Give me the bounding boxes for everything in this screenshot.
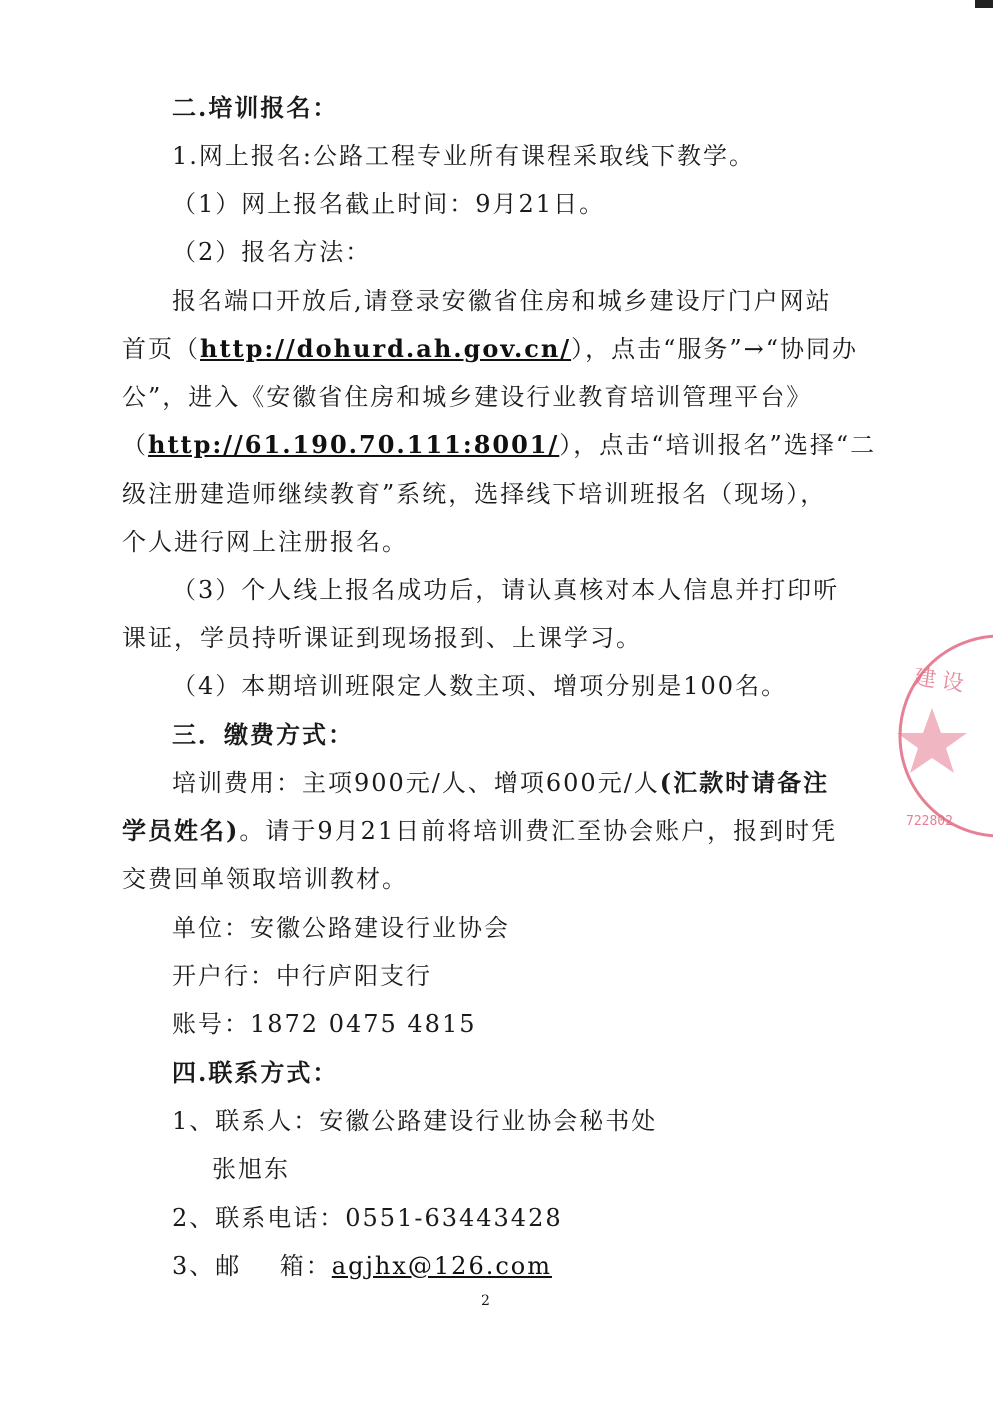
email-label: 3、邮 箱：: [172, 1252, 332, 1280]
verify-item-line-1: （3）个人线上报名成功后，请认真核对本人信息并打印听: [172, 576, 840, 604]
contact-person-name: 张旭东: [212, 1155, 290, 1183]
scan-edge-mark: [975, 0, 993, 8]
online-registration-item: 1.网上报名:公路工程专业所有课程采取线下教学。: [172, 142, 755, 170]
contact-phone: 2、联系电话：0551-63443428: [172, 1204, 563, 1232]
seal-graphic: [892, 628, 993, 843]
contact-person-line-1: 1、联系人：安徽公路建设行业协会秘书处: [172, 1107, 658, 1135]
method-text-click: ），点击“培训报名”选择“二: [559, 431, 877, 459]
remittance-note: (汇款时请备注: [659, 768, 830, 797]
page-number: 2: [481, 1293, 490, 1309]
dohurd-link[interactable]: http://dohurd.ah.gov.cn/: [200, 334, 572, 363]
method-text-line-3: 公”，进入《安徽省住房和城乡建设行业教育培训管理平台》: [122, 383, 813, 411]
section-heading-contact: 四.联系方式：: [172, 1058, 339, 1087]
verify-item-line-2: 课证，学员持听课证到现场报到、上课学习。: [122, 624, 642, 652]
seal-text-bottom: 722802: [906, 814, 953, 829]
method-text-line-2: [122, 334, 858, 364]
contact-email-line: [172, 1251, 552, 1281]
fee-amounts: 培训费用：主项900元/人、增项600元/人: [172, 769, 660, 797]
method-text-line-6: 个人进行网上注册报名。: [122, 528, 408, 556]
fee-line-2: [122, 816, 837, 846]
quota-item: （4）本期培训班限定人数主项、增项分别是100名。: [172, 672, 788, 700]
method-item: （2）报名方法：: [172, 238, 372, 266]
training-platform-link[interactable]: http://61.190.70.111:8001/: [148, 430, 560, 459]
method-text-paren: （: [122, 431, 148, 459]
email-link[interactable]: agjhx@126.com: [331, 1252, 552, 1280]
account-unit: 单位：安徽公路建设行业协会: [172, 914, 510, 942]
seal-text-top: 建设: [912, 665, 972, 698]
section-heading-registration: 二.培训报名：: [172, 93, 339, 122]
method-text-suffix: ），点击“服务”→“协同办: [571, 335, 859, 363]
section-heading-payment: 三．缴费方式：: [172, 720, 354, 749]
account-bank: 开户行：中行庐阳支行: [172, 962, 432, 990]
remittance-note-end: 学员姓名): [122, 816, 240, 845]
official-seal: [892, 628, 993, 843]
deadline-item: （1）网上报名截止时间：9月21日。: [172, 190, 606, 218]
payment-deadline: 。请于9月21日前将培训费汇至协会账户，报到时凭: [239, 817, 838, 845]
method-text-line-4: [122, 430, 876, 460]
method-text-line-1: 报名端口开放后,请登录安徽省住房和城乡建设厅门户网站: [172, 287, 832, 315]
account-number: 账号：1872 0475 4815: [172, 1010, 477, 1038]
method-text-line-5: 级注册建造师继续教育”系统，选择线下培训班报名（现场），: [122, 480, 827, 508]
method-text-prefix: 首页（: [122, 335, 200, 363]
fee-line-1: [172, 768, 829, 798]
fee-line-3: 交费回单领取培训教材。: [122, 865, 408, 893]
